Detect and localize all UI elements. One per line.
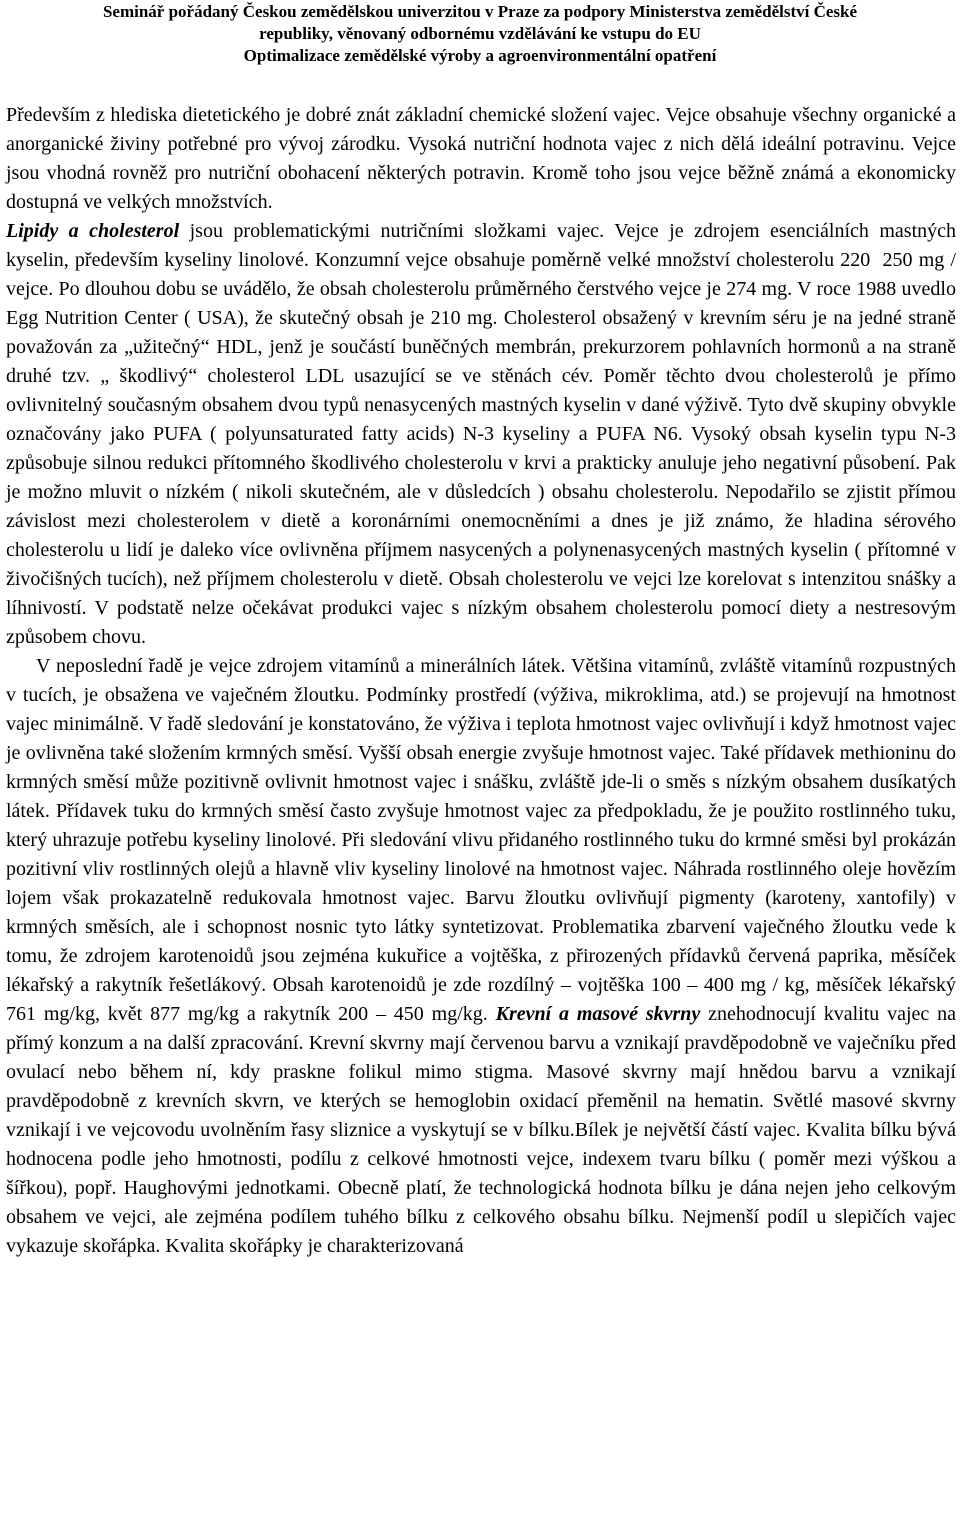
document-body — [6, 101, 956, 1261]
header-line-3: Optimalizace zemědělské výroby a agroenvironmentální opatření — [243, 46, 717, 65]
paragraph-lipids — [6, 217, 956, 652]
paragraph-composition-text: Především z hlediska dietetického je dobré znát základní chemické složení vajec. Vejce obsahuje všechny organické a anorganické živiny potřebné pro vývoj zárodku. Vysoká nutriční hodnota vajec z nich dělá ideální potravinu. Vejce jsou vhodná rovněž pro nutriční obohacení některých potravin. Kromě toho jsou vejce běžně známá a ekonomicky dostupná ve velkých množstvích. — [6, 104, 956, 213]
paragraph-vitamins — [6, 652, 956, 1261]
page-header — [0, 1, 960, 67]
paragraph-spots-text: znehodnocují kvalitu vajec na přímý konzum a na další zpracování. Krevní skvrny mají červenou barvu a vznikají pravděpodobně ve vaječníku před ovulací nebo během ní, kdy praskne folikul mimo stigma. Masové skvrny mají hnědou barvu a vznikají pravděpodobně z krevních skvrn, ve kterých se hemoglobin oxidací přeměnil na hematin. Světlé masové skvrny vznikají i ve vejcovodu uvolněním řasy sliznice a vyskytují se v bílku.Bílek je největší částí vajec. Kvalita bílku bývá hodnocena podle jeho hmotnosti, podílu z celkové hmotnosti vejce, indexem tvaru bílku ( poměr mezi výškou a šířkou), popř. Haughovými jednotkami. Obecně platí, že technologická hodnota bílku je dána nejen jeho celkovým obsahem ve vejci, ale zejména podílem tuhého bílku z celkového obsahu bílku. Nejmenší podíl u slepičích vajec vykazuje skořápka. Kvalita skořápky je charakterizovaná — [6, 1003, 957, 1257]
lipids-heading: Lipidy a cholesterol — [6, 220, 180, 242]
spots-heading: Krevní a masové skvrny — [495, 1003, 701, 1025]
header-line-1: Seminář pořádaný Českou zemědělskou univerzitou v Praze za podpory Ministerstva zemědělství České — [102, 2, 858, 21]
header-line-2: republiky, věnovaný odbornému vzdělávání ke vstupu do EU — [259, 24, 701, 43]
paragraph-vitamins-text: V neposlední řadě je vejce zdrojem vitamínů a minerálních látek. Většina vitamínů, zvláště vitamínů rozpustných v tucích, je obsažena ve vaječném žloutku. Podmínky prostředí (výživa, mikroklima, atd.) se projevují na hmotnost vajec minimálně. V řadě sledování je konstatováno, že výživa i teplota hmotnost vajec ovlivňují i když hmotnost vajec je ovlivněna také složením krmných směsí. Vyšší obsah energie zvyšuje hmotnost vajec. Také přídavek methioninu do krmných směsí může pozitivně ovlivnit hmotnost vajec i snášku, zvláště jde-li o směs s nízkým obsahem dusíkatých látek. Přídavek tuku do krmných směsí často zvyšuje hmotnost vajec za předpokladu, že je použito rostlinného tuku, který uhrazuje potřebu kyseliny linolové. Při sledování vlivu přidaného rostlinného tuku do krmné směsi byl prokázán pozitivní vliv rostlinných olejů a hlavně vliv kyseliny linolové na hmotnost vajec. Náhrada rostlinného oleje hovězím lojem však prokazatelně redukovala hmotnost vajec. Barvu žloutku ovlivňují pigmenty (karoteny, xantofily) v krmných směsích, ale i schopnost nosnic tyto látky syntetizovat. Problematika zbarvení vaječného žloutku vede k tomu, že zdrojem karotenoidů jsou zejména kukuřice a vojtěška, z přirozených přídavků červená paprika, měsíček lékařský a rakytník řešetlákový. Obsah karotenoidů je zde rozdílný – vojtěška 100 – 400 mg / kg, měsíček lékařský 761 mg/kg, květ 877 mg/kg a rakytník 200 – 450 mg/kg. — [6, 655, 956, 1025]
paragraph-lipids-text: jsou problematickými nutričními složkami vajec. Vejce je zdrojem esenciálních mastných kyselin, především kyseliny linolové. Konzumní vejce obsahuje poměrně velké množství cholesterolu 220 250 mg / vejce. Po dlouhou dobu se uvádělo, že obsah cholesterolu průměrného čerstvého vejce je 274 mg. V roce 1988 uvedlo Egg Nutrition Center ( USA), že skutečný obsah je 210 mg. Cholesterol obsažený v krevním séru je na jedné straně považován za „užitečný“ HDL, jenž je součástí buněčných membrán, prekurzorem pohlavních hormonů a na straně druhé tzv. „ škodlivý“ cholesterol LDL usazující se ve stěnách cév. Poměr těchto dvou cholesterolů je přímo ovlivnitelný současným obsahem dvou typů nenasycených mastných kyselin v dané výživě. Tyto dvě skupiny obvykle označovány jako PUFA ( polyunsaturated fatty acids) N-3 kyseliny a PUFA N6. Vysoký obsah kyselin typu N-3 způsobuje silnou redukci přítomného škodlivého cholesterolu v krvi a prakticky anuluje jeho negativní působení. Pak je možno mluvit o nízkém ( nikoli skutečném, ale v důsledcích ) obsahu cholesterolu. Nepodařilo se zjistit přímou závislost mezi cholesterolem v dietě a koronárními onemocněními a dnes je již známo, že hladina sérového cholesterolu u lidí je daleko více ovlivněna příjmem nasycených a polynenasycených mastných kyselin ( přítomné v živočišných tucích), než příjmem cholesterolu v dietě. Obsah cholesterolu ve vejci lze korelovat s intenzitou snášky a líhnivostí. V podstatě nelze očekávat produkci vajec s nízkým obsahem cholesterolu pomocí diety a nestresovým způsobem chovu. — [6, 220, 957, 648]
paragraph-composition — [6, 101, 956, 217]
